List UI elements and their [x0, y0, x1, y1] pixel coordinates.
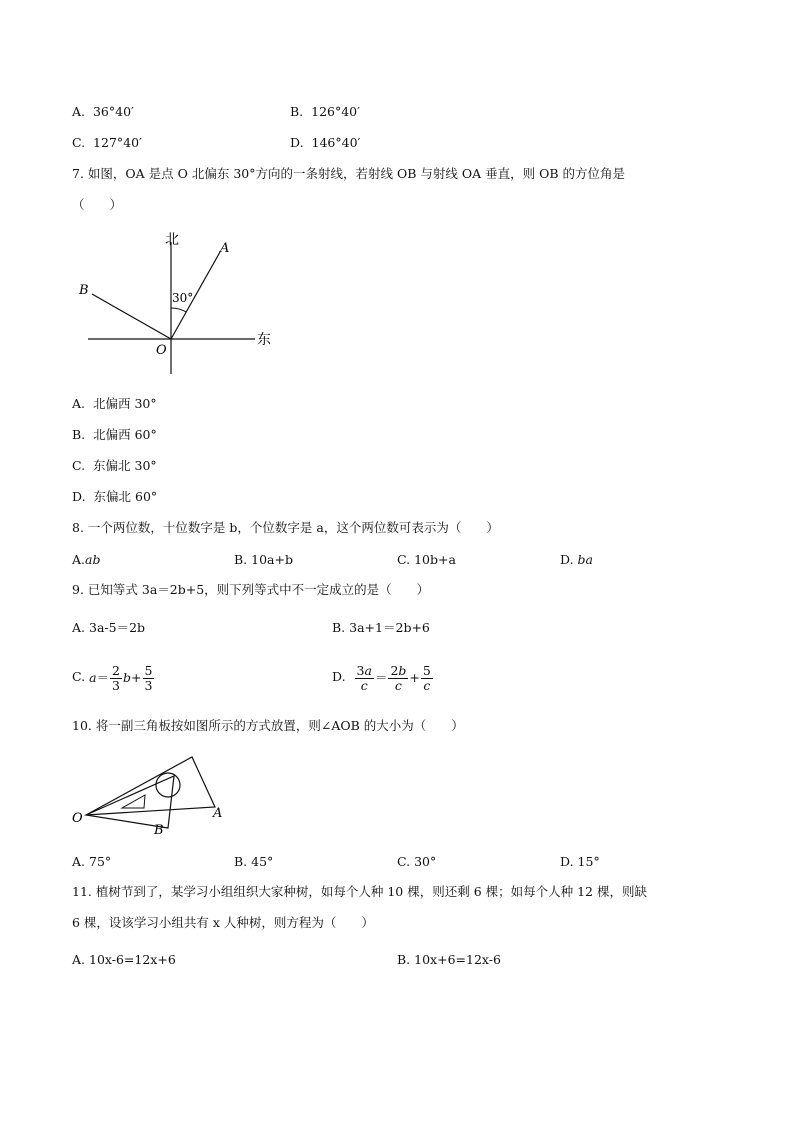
q7-stem-line1: 7. 如图，OA 是点 O 北偏东 30°方向的一条射线，若射线 OB 与射线 OA 垂直，则 OB 的方位角是 — [72, 166, 625, 181]
q10-point-a: A — [213, 806, 223, 821]
q11-stem-line2: 6 棵，设该学习小组共有 x 人种树，则方程为（ ） — [72, 915, 374, 930]
q7-option-b: B. 北偏西 60° — [72, 427, 157, 442]
q11-option-b: B. 10x+6=12x-6 — [397, 952, 501, 967]
q7-option-c: C. 东偏北 30° — [72, 458, 157, 473]
q6-option-b: B. 126°40′ — [290, 104, 360, 119]
q6-option-d: D. 146°40′ — [290, 135, 361, 150]
q10-option-b: B. 45° — [234, 854, 274, 869]
q11-option-a: A. 10x-6=12x+6 — [72, 952, 176, 967]
q7-point-b: B — [79, 283, 89, 298]
q8-stem: 8. 一个两位数，十位数字是 b，个位数字是 a，这个两位数可表示为（ ） — [72, 520, 499, 535]
q8-option-d: D. ba — [560, 552, 594, 567]
q10-point-b: B — [154, 823, 164, 838]
q10-stem: 10. 将一副三角板按如图所示的方式放置，则∠AOB 的大小为（ ） — [72, 718, 464, 733]
q8-option-c: C. 10b+a — [397, 552, 456, 567]
q10-option-d: D. 15° — [560, 854, 600, 869]
q9-option-b: B. 3a+1＝2b+6 — [332, 620, 430, 635]
q8-option-b: B. 10a+b — [234, 552, 293, 567]
q7-option-a: A. 北偏西 30° — [72, 396, 157, 411]
q7-point-a: A — [220, 241, 230, 256]
q11-stem-line1: 11. 植树节到了，某学习小组组织大家种树，如每个人种 10 棵，则还剩 6 棵；如每个人种 12 棵，则缺 — [72, 884, 647, 899]
q7-point-o: O — [156, 343, 167, 358]
q10-option-a: A. 75° — [72, 854, 112, 869]
q9-option-c: C. a＝ $\frac{2}{3}$ b+ $\frac{5}{3}$ — [72, 662, 153, 693]
q7-figure — [70, 222, 290, 380]
q10-point-o: O — [72, 811, 83, 826]
q8-option-a: A.ab — [72, 552, 101, 567]
q6-option-a: A. 36°40′ — [72, 104, 134, 119]
q7-north-label: 北 — [165, 232, 179, 248]
q7-stem-line2: （ ） — [72, 197, 123, 212]
q7-option-d: D. 东偏北 60° — [72, 489, 158, 504]
q9-option-a: A. 3a-5＝2b — [72, 620, 146, 635]
q9-stem: 9. 已知等式 3a＝2b+5，则下列等式中不一定成立的是（ ） — [72, 582, 430, 597]
q10-figure — [70, 752, 240, 840]
q6-option-c: C. 127°40′ — [72, 135, 142, 150]
q9-option-d: D. $\frac{3a}{c}$ ＝ $\frac{2b}{c}$ + $\frac{5}{c}$ — [332, 662, 431, 693]
q7-angle-label: 30° — [172, 291, 194, 305]
q10-option-c: C. 30° — [397, 854, 437, 869]
q7-east-label: 东 — [257, 332, 271, 348]
